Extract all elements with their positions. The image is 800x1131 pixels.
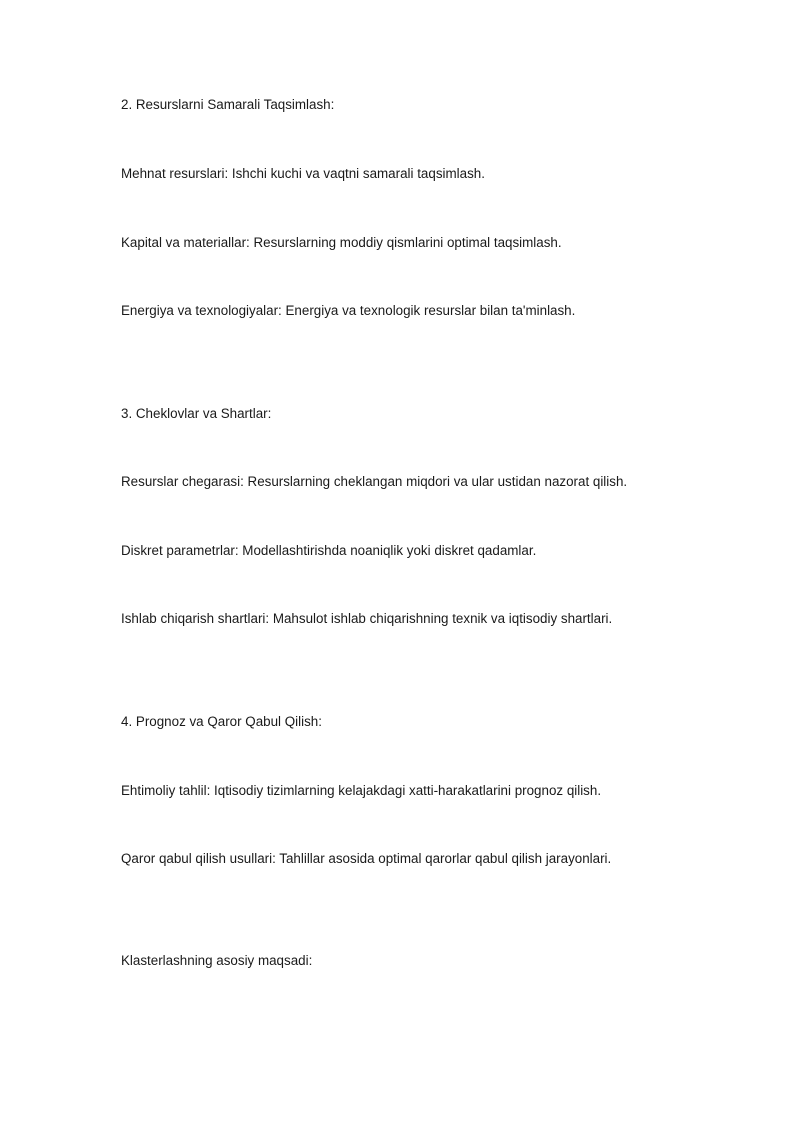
section-heading: 3. Cheklovlar va Shartlar: bbox=[121, 406, 272, 421]
section-heading: 2. Resurslarni Samarali Taqsimlash: bbox=[121, 97, 335, 112]
paragraph: Qaror qabul qilish usullari: Tahlillar asosida optimal qarorlar qabul qilish jarayonlari. bbox=[121, 851, 612, 866]
paragraph: Energiya va texnologiyalar: Energiya va texnologik resurslar bilan ta'minlash. bbox=[121, 303, 576, 318]
paragraph: Resurslar chegarasi: Resurslarning cheklangan miqdori va ular ustidan nazorat qilish. bbox=[121, 474, 628, 489]
paragraph: Kapital va materiallar: Resurslarning moddiy qismlarini optimal taqsimlash. bbox=[121, 235, 562, 250]
paragraph: Ehtimoliy tahlil: Iqtisodiy tizimlarning kelajakdagi xatti-harakatlarini prognoz qilish. bbox=[121, 783, 602, 798]
section-heading: 4. Prognoz va Qaror Qabul Qilish: bbox=[121, 714, 322, 729]
paragraph: Mehnat resurslari: Ishchi kuchi va vaqtni samarali taqsimlash. bbox=[121, 166, 485, 181]
paragraph: Diskret parametrlar: Modellashtirishda noaniqlik yoki diskret qadamlar. bbox=[121, 543, 537, 558]
paragraph: Ishlab chiqarish shartlari: Mahsulot ishlab chiqarishning texnik va iqtisodiy shartlari. bbox=[121, 611, 613, 626]
closing-heading: Klasterlashning asosiy maqsadi: bbox=[121, 953, 313, 968]
